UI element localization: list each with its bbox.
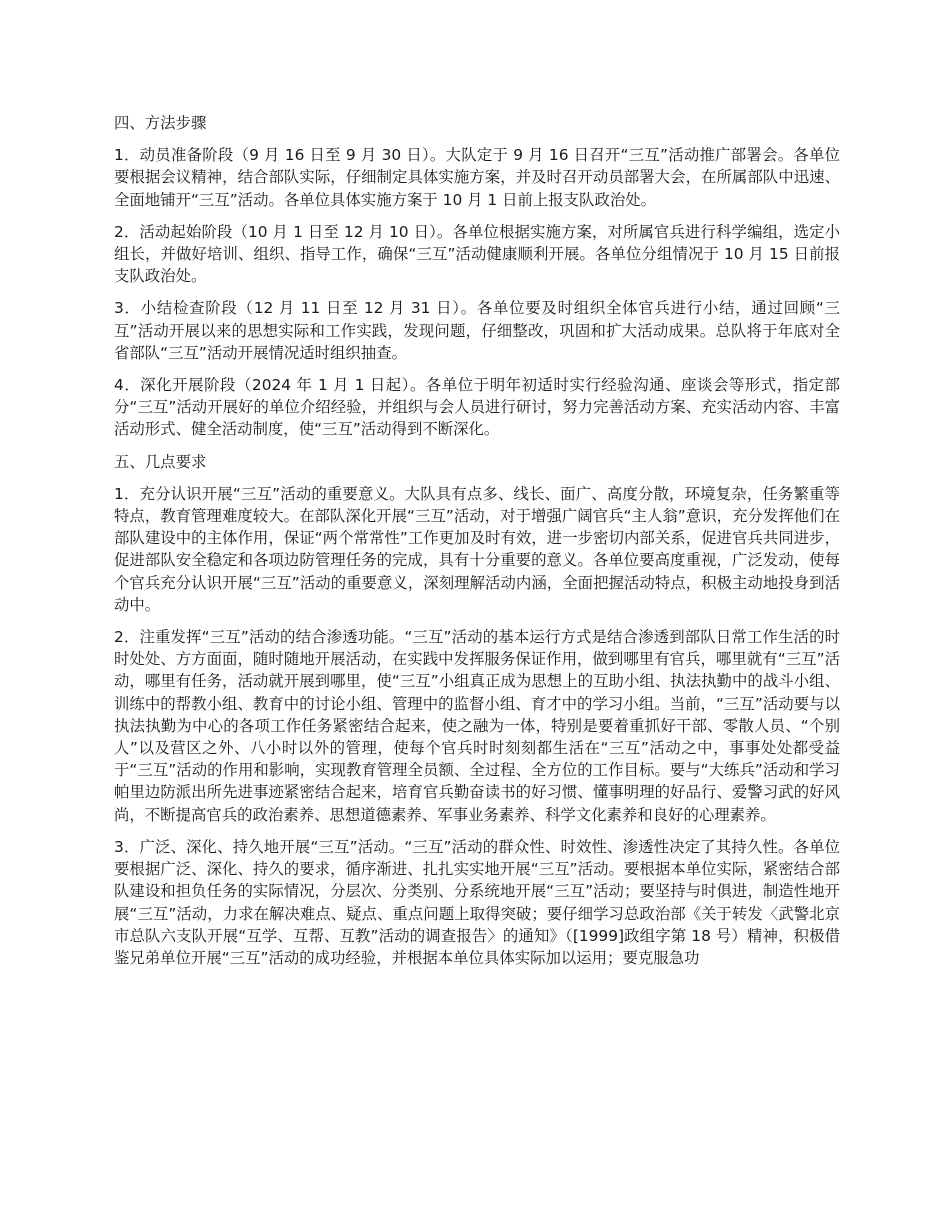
paragraph-review-stage: 3．小结检查阶段（12 月 11 日至 12 月 31 日）。各单位要及时组织全体官兵进行小结，通过回顾“三互”活动开展以来的思想实际和工作实践，发现问题，仔细整改，巩固和扩大活动成果。总队将于年底对全省部队“三互”活动开展情况适时组织抽查。 [114,299,840,362]
paragraph-requirement-significance: 1．充分认识开展“三互”活动的重要意义。大队具有点多、线长、面广、高度分散，环境复杂，任务繁重等特点，教育管理难度较大。在部队深化开展“三互”活动，对于增强广阔官兵“主人翁”意识，充分发挥他们在部队建设中的主体作用，保证“两个常常性”工作更加及时有效，进一步密切内部关系，促进官兵共同进步，促进部队安全稳定和各项边防管理任务的完成，具有十分重要的意义。各单位要高度重视，广泛发动，使每个官兵充分认识开展“三互”活动的重要意义，深刻理解活动内涵，全面把握活动特点，积极主动地投身到活动中。 [114,484,840,614]
document-body [114,112,840,979]
paragraph-mobilization-stage: 1．动员准备阶段（9 月 16 日至 9 月 30 日）。大队定于 9 月 16 日召开“三互”活动推广部署会。各单位要根据会议精神，结合部队实际，仔细制定具体实施方案，并及时召开动员部署大会，在所属部队中迅速、全面地铺开“三互”活动。各单位具体实施方案于 10 月 1 日前上报支队政治处。 [114,146,840,209]
paragraph-requirement-integration: 2．注重发挥“三互”活动的结合渗透功能。“三互”活动的基本运行方式是结合渗透到部队日常工作生活的时时处处、方方面面，随时随地开展活动，在实践中发挥服务保证作用，做到哪里有官兵，哪里就有“三互”活动，哪里有任务，活动就开展到哪里，使“三互”小组真正成为思想上的互助小组、执法执勤中的战斗小组、训练中的帮教小组、教育中的讨论小组、管理中的监督小组、育才中的学习小组。当前，“三互”活动要与以执法执勤为中心的各项工作任务紧密结合起来，使之融为一体，特别是要着重抓好干部、零散人员、“个别人”以及营区之外、八小时以外的管理，使每个官兵时时刻刻都生活在“三互”活动之中，事事处处都受益于“三互”活动的作用和影响，实现教育管理全员额、全过程、全方位的工作目标。要与“大练兵”活动和学习帕里边防派出所先进事迹紧密结合起来，培育官兵勤奋读书的好习惯、懂事明理的好品行、爱警习武的好风尚，不断提高官兵的政治素养、思想道德素养、军事业务素养、科学文化素养和良好的心理素养。 [114,628,840,824]
paragraph-requirement-sustained: 3．广泛、深化、持久地开展“三互”活动。“三互”活动的群众性、时效性、渗透性决定了其持久性。各单位要根据广泛、深化、持久的要求，循序渐进、扎扎实实地开展“三互”活动。要根据本单位实际，紧密结合部队建设和担负任务的实际情况，分层次、分类别、分系统地开展“三互”活动；要坚持与时俱进，制造性地开展“三互”活动，力求在解决难点、疑点、重点问题上取得突破；要仔细学习总政治部《关于转发〈武警北京市总队六支队开展“互学、互帮、互教”活动的调查报告〉的通知》（[1999]政组字第 18 号）精神，积极借鉴兄弟单位开展“三互”活动的成功经验，并根据本单位具体实际加以运用；要克服急功 [114,837,840,967]
section-heading-methods: 四、方法步骤 [114,114,207,132]
paragraph-deepening-stage: 4．深化开展阶段（2024 年 1 月 1 日起）。各单位于明年初适时实行经验沟通、座谈会等形式，指定部分“三互”活动开展好的单位介绍经验，并组织与会人员进行研讨，努力完善活动方案、充实活动内容、丰富活动形式、健全活动制度，使“三互”活动得到不断深化。 [114,376,840,439]
paragraph-start-stage: 2．活动起始阶段（10 月 1 日至 12 月 10 日）。各单位根据实施方案，对所属官兵进行科学编组，选定小组长，并做好培训、组织、指导工作，确保“三互”活动健康顺利开展。各单位分组情况于 10 月 15 日前报支队政治处。 [114,222,840,286]
section-heading-requirements: 五、几点要求 [114,452,207,471]
